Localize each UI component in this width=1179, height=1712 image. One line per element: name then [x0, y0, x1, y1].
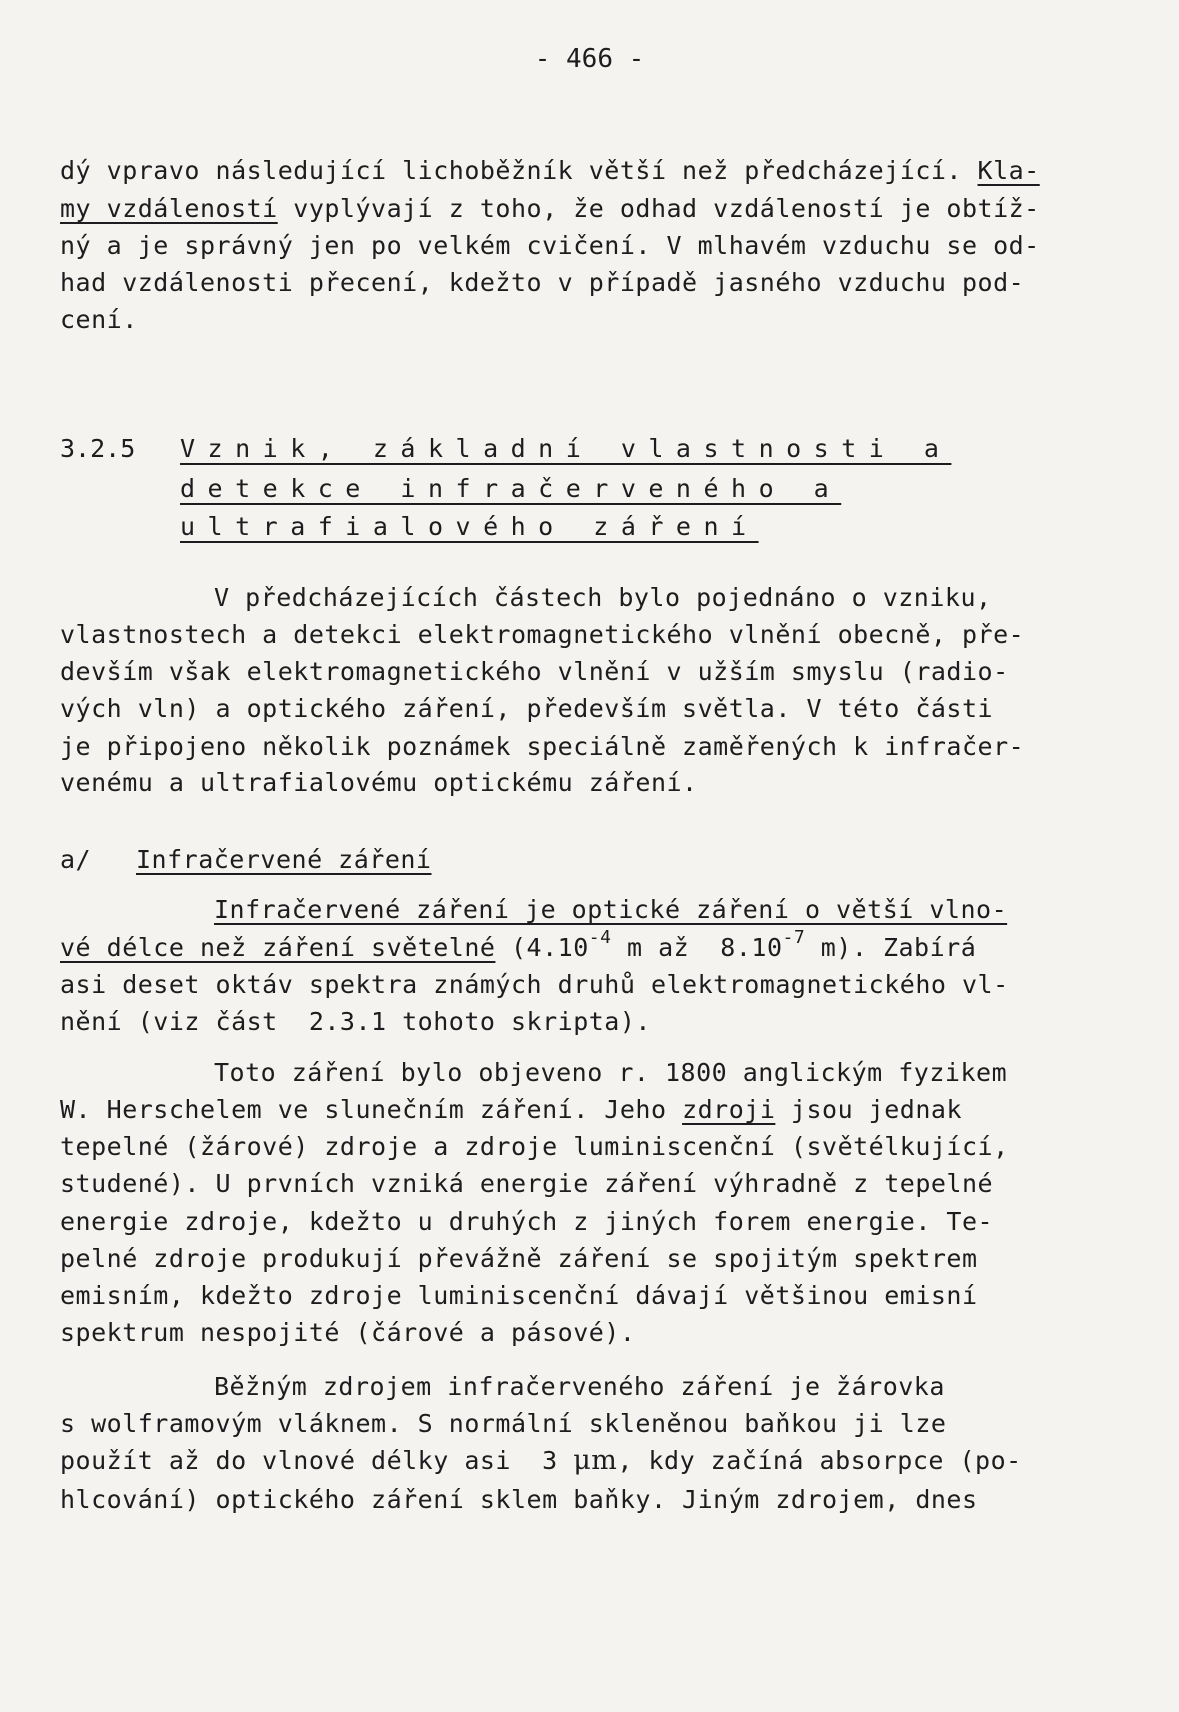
text-line: energie zdroje, kdežto u druhých z jiných forem energie. Te-: [60, 1207, 994, 1236]
text-line: V předcházejících částech bylo pojednáno o vzniku,: [214, 583, 992, 612]
unit-micrometer: μm: [573, 1445, 618, 1476]
text-line: Toto záření bylo objeveno r. 1800 anglickým fyzikem: [214, 1058, 1008, 1087]
text-line: [60, 1446, 1022, 1476]
text-span: m až 8.10: [611, 933, 783, 962]
section-title-line: Vznik, základní vlastnosti a: [180, 434, 952, 463]
text-span: (4.10: [495, 933, 589, 962]
text-line: cení.: [60, 305, 138, 334]
exponent: -4: [588, 926, 612, 948]
text-line: had vzdálenosti přecení, kdežto v případě jasného vzduchu pod-: [60, 268, 1025, 297]
text-line: Infračervené záření je optické záření o větší vlno-: [214, 895, 1008, 924]
section-title-line: ultrafialového záření: [180, 512, 759, 541]
text-line: spektrum nespojité (čárové a pásové).: [60, 1318, 636, 1347]
section-number: 3.2.5: [60, 434, 136, 463]
subsection-label: a/: [60, 845, 92, 874]
text-span: jsou jednak: [775, 1095, 962, 1124]
underlined-term: zdroji: [682, 1095, 776, 1124]
text-line: vých vln) a optického záření, především světla. V této části: [60, 694, 994, 723]
text-span: m). Zabírá: [805, 933, 977, 962]
text-line: Běžným zdrojem infračerveného záření je žárovka: [214, 1372, 945, 1401]
text-line: [60, 194, 1040, 224]
text-span: dý vpravo následující lichoběžník větší než předcházející.: [60, 156, 978, 185]
underlined-term: my vzdáleností: [60, 194, 278, 223]
text-line: je připojeno několik poznámek speciálně zaměřených k infračer-: [60, 732, 1025, 761]
subsection-title: Infračervené záření: [136, 845, 432, 874]
underlined-term: vé délce než záření světelné: [60, 933, 496, 962]
text-span: vyplývají z toho, že odhad vzdáleností je obtíž-: [277, 194, 1040, 223]
text-line: [60, 156, 1040, 186]
text-line: nění (viz část 2.3.1 tohoto skripta).: [60, 1007, 651, 1036]
text-line: tepelné (žárové) zdroje a zdroje luminiscenční (světélkující,: [60, 1132, 1009, 1161]
text-line: [60, 926, 977, 963]
text-line: ný a je správný jen po velkém cvičení. V mlhavém vzduchu se od-: [60, 231, 1040, 260]
text-line: pelné zdroje produkují převážně záření se spojitým spektrem: [60, 1244, 978, 1273]
text-line: studené). U prvních vzniká energie záření výhradně z tepelné: [60, 1169, 994, 1198]
exponent: -7: [782, 926, 806, 948]
text-line: s wolframovým vláknem. S normální skleněnou baňkou ji lze: [60, 1409, 947, 1438]
underlined-term: Kla-: [977, 156, 1040, 185]
text-line: devším však elektromagnetického vlnění v užším smyslu (radio-: [60, 657, 1009, 686]
text-line: vlastnostech a detekci elektromagnetického vlnění obecně, pře-: [60, 620, 1025, 649]
text-line: [60, 1095, 962, 1125]
text-span: W. Herschelem ve slunečním záření. Jeho: [60, 1095, 683, 1124]
page-number: - 466 -: [534, 44, 645, 74]
text-line: asi deset oktáv spektra známých druhů elektromagnetického vl-: [60, 970, 1009, 999]
text-span: , kdy začíná absorpce (po-: [617, 1446, 1022, 1475]
text-line: hlcování) optického záření sklem baňky. Jiným zdrojem, dnes: [60, 1485, 978, 1514]
text-line: venému a ultrafialovému optickému záření.: [60, 768, 698, 797]
section-title-line: detekce infračerveného a: [180, 474, 842, 503]
text-span: použít až do vlnové délky asi 3: [60, 1446, 574, 1475]
text-line: emisním, kdežto zdroje luminiscenční dávají většinou emisní: [60, 1281, 978, 1310]
